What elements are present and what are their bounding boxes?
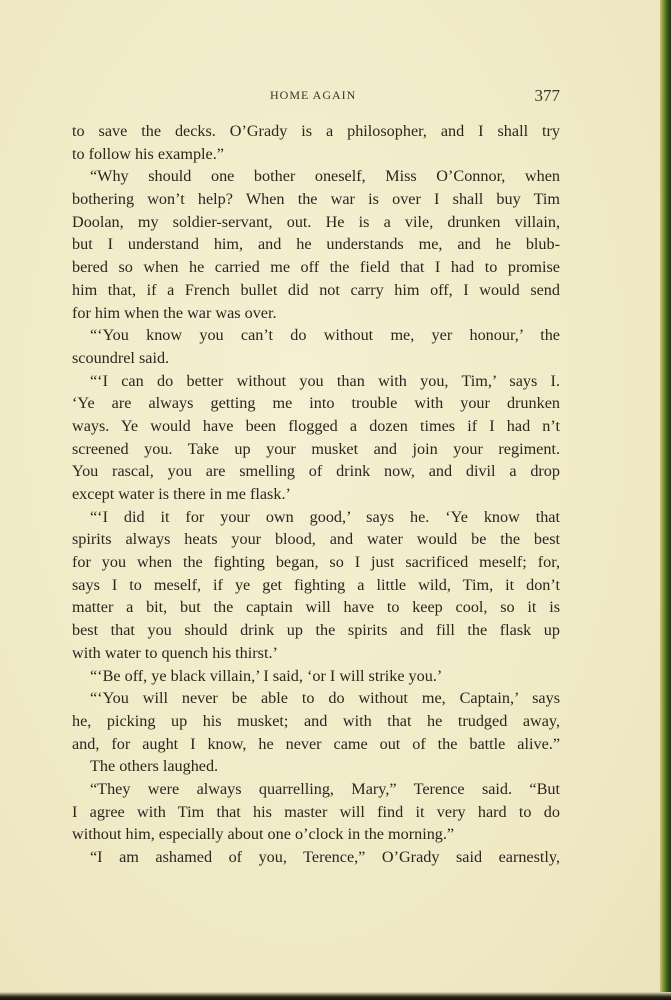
page-bottom-edge: [0, 992, 671, 1000]
text-line: best that you should drink up the spirits and fill the flask up: [72, 621, 560, 640]
running-title: HOME AGAIN: [270, 88, 357, 102]
text-line: The others laughed.: [90, 757, 219, 776]
text-line: bothering won’t help? When the war is over I shall buy Tim: [72, 190, 560, 209]
text-line: to save the decks. O’Grady is a philosopher, and I shall try: [72, 122, 560, 140]
text-line: without him, especially about one o’clock in the morning.”: [72, 825, 455, 844]
text-line: “‘Be off, ye black villain,’ I said, ‘or I will strike you.’: [90, 666, 443, 685]
text-line: to follow his example.”: [72, 144, 224, 163]
book-spine-edge: [660, 0, 671, 1000]
text-line: screened you. Take up your musket and join your regiment.: [72, 439, 560, 458]
text-line: ways. Ye would have been flogged a dozen times if I had n’t: [72, 416, 560, 435]
text-line: “‘I can do better without you than with you, Tim,’ says I.: [90, 371, 560, 390]
text-line: spirits always heats your blood, and water would be the best: [72, 530, 560, 549]
running-head: [72, 86, 560, 106]
text-line: You rascal, you are smelling of drink now, and divil a drop: [72, 462, 560, 481]
text-line: but I understand him, and he understands me, and he blub-: [72, 235, 560, 254]
text-line: except water is there in me flask.’: [72, 485, 291, 503]
page-number: 377: [534, 86, 560, 105]
text-line: “I am ashamed of you, Terence,” O’Grady said earnestly,: [90, 848, 560, 866]
text-line: for you when the fighting began, so I just sacrificed meself; for,: [72, 553, 560, 572]
text-line: ‘Ye are always getting me into trouble with your drunken: [72, 394, 560, 413]
body-text: [72, 120, 560, 869]
text-line: with water to quench his thirst.’: [72, 643, 278, 662]
text-line: matter a bit, but the captain will have to keep cool, so it is: [72, 598, 560, 617]
text-line: for him when the war was over.: [72, 303, 277, 322]
text-line: I agree with Tim that his master will find it very hard to do: [72, 802, 560, 821]
text-line: “They were always quarrelling, Mary,” Terence said. “But: [90, 779, 560, 798]
text-line: says I to meself, if ye get fighting a little wild, Tim, it don’t: [72, 575, 560, 594]
text-line: “Why should one bother oneself, Miss O’Connor, when: [90, 167, 560, 186]
text-line: “‘You know you can’t do without me, yer honour,’ the: [90, 326, 560, 345]
text-line: scoundrel said.: [72, 348, 170, 367]
text-line: and, for aught I know, he never came out of the battle alive.”: [72, 734, 560, 753]
text-line: bered so when he carried me off the field that I had to promise: [72, 258, 560, 277]
text-line: “‘I did it for your own good,’ says he. ‘Ye know that: [90, 507, 560, 526]
text-line: he, picking up his musket; and with that he trudged away,: [72, 711, 560, 730]
text-line: him that, if a French bullet did not carry him off, I would send: [72, 280, 560, 299]
text-line: Doolan, my soldier-servant, out. He is a vile, drunken villain,: [72, 212, 560, 231]
text-line: “‘You will never be able to do without me, Captain,’ says: [90, 689, 560, 708]
